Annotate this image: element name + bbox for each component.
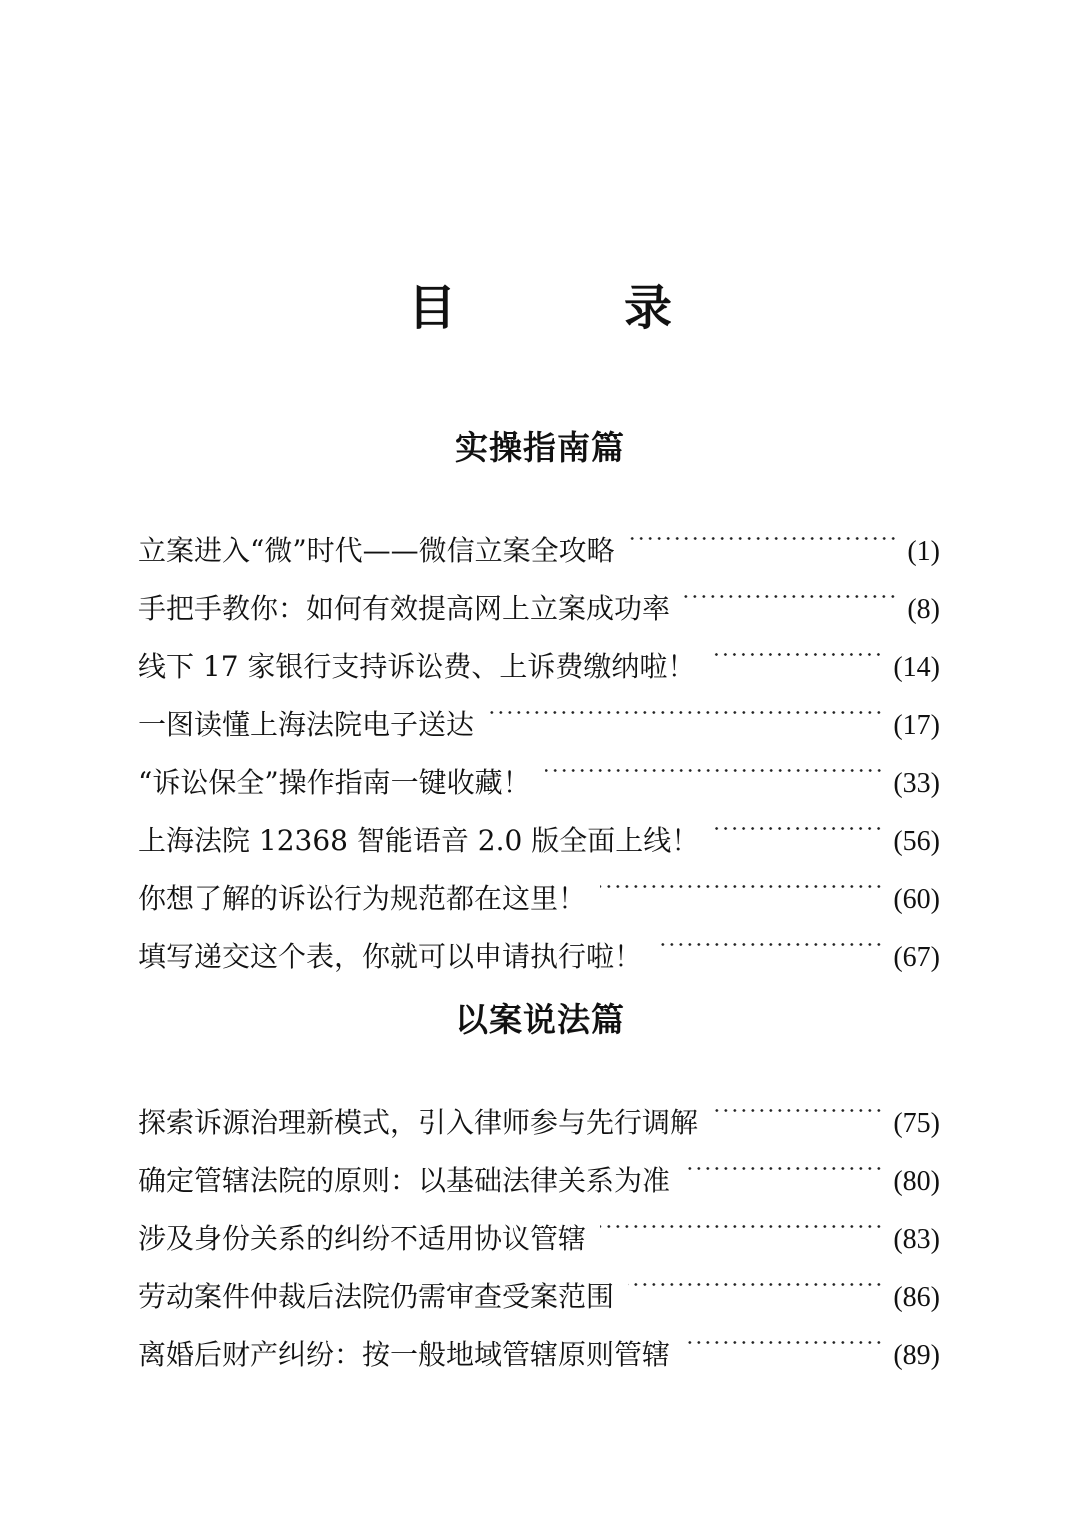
toc-entry-title[interactable]: 上海法院 12368 智能语音 2.0 版全面上线！ [138, 824, 700, 857]
dot-leader [545, 734, 884, 792]
toc-entry-page: (89) [893, 1340, 940, 1371]
toc-entry-page: (60) [893, 884, 940, 915]
toc-entry-title[interactable]: 填写递交这个表，你就可以申请执行啦！ [138, 940, 643, 973]
toc-entry-page: (33) [893, 768, 940, 799]
dot-leader [628, 1248, 883, 1306]
toc-entry-page: (75) [893, 1108, 940, 1139]
dot-leader [488, 676, 883, 734]
toc-entry-page: (80) [893, 1166, 940, 1197]
page-title: 目 录 [407, 280, 732, 336]
section-heading-case-studies: 以案说法篇 [455, 1000, 625, 1039]
dot-leader [600, 850, 883, 908]
toc-entry-title[interactable]: 劳动案件仲裁后法院仍需审查受案范围 [138, 1280, 615, 1313]
section-heading-practical-guide: 实操指南篇 [455, 428, 625, 467]
toc-entry-page: (17) [893, 710, 940, 741]
dot-leader [656, 908, 883, 966]
toc-entry[interactable] [138, 1074, 940, 1139]
toc-entry-page: (8) [907, 594, 940, 625]
toc-entry[interactable] [138, 502, 940, 567]
toc-entry-page: (56) [893, 826, 940, 857]
toc-entry-page: (83) [893, 1224, 940, 1255]
toc-entry-title[interactable]: 你想了解的诉讼行为规范都在这里！ [138, 882, 587, 915]
toc-entry-page: (67) [893, 942, 940, 973]
dot-leader [600, 1190, 883, 1248]
toc-entry-page: (86) [893, 1282, 940, 1313]
toc-entry-page: (1) [907, 536, 940, 567]
toc-entry-title[interactable]: 探索诉源治理新模式，引入律师参与先行调解 [138, 1106, 699, 1139]
toc-entry-title[interactable]: 立案进入“微”时代——微信立案全攻略 [138, 534, 615, 567]
dot-leader [684, 1132, 883, 1190]
dot-leader [684, 560, 897, 618]
dot-leader [629, 502, 898, 560]
toc-entry-page: (14) [893, 652, 940, 683]
dot-leader [709, 618, 883, 676]
toc-list-practical-guide [138, 502, 940, 973]
toc-entry-title[interactable]: “诉讼保全”操作指南一键收藏！ [138, 766, 531, 799]
toc-entry-title[interactable]: 确定管辖法院的原则：以基础法律关系为准 [138, 1164, 671, 1197]
dot-leader [712, 1074, 883, 1132]
toc-entry-title[interactable]: 离婚后财产纠纷：按一般地域管辖原则管辖 [138, 1338, 671, 1371]
toc-entry-title[interactable]: 一图读懂上海法院电子送达 [138, 708, 475, 741]
toc-list-case-studies [138, 1074, 940, 1371]
toc-entry-title[interactable]: 手把手教你：如何有效提高网上立案成功率 [138, 592, 671, 625]
dot-leader [684, 1306, 883, 1364]
toc-entry-title[interactable]: 涉及身份关系的纠纷不适用协议管辖 [138, 1222, 587, 1255]
toc-entry-title[interactable]: 线下 17 家银行支持诉讼费、上诉费缴纳啦！ [138, 650, 696, 683]
dot-leader [713, 792, 883, 850]
